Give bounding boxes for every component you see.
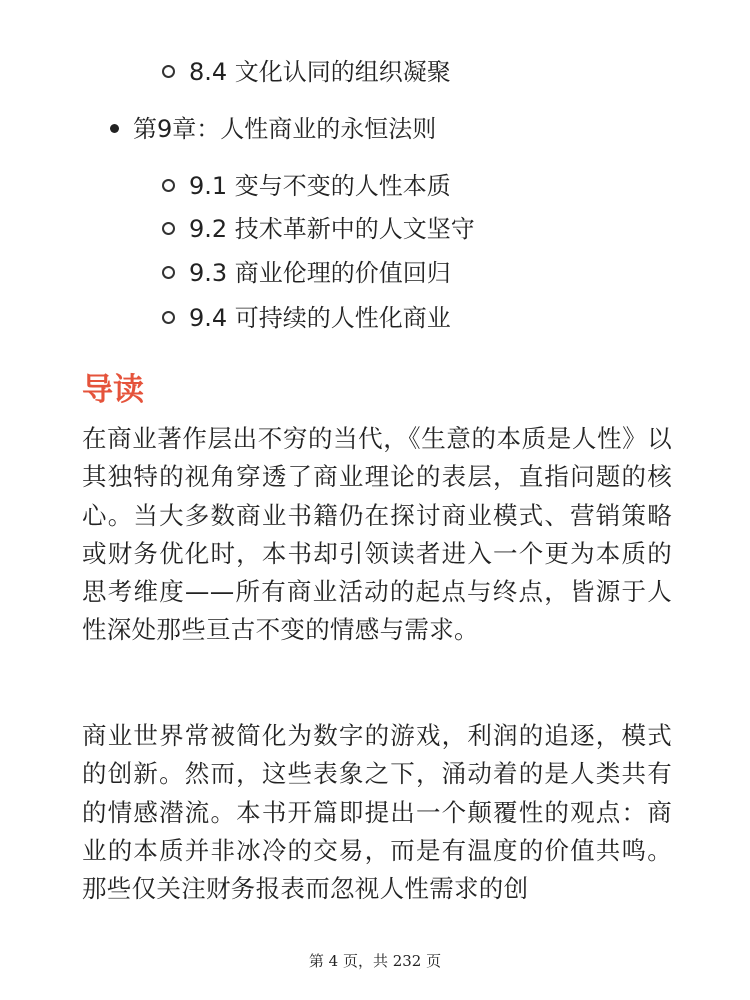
body-paragraph-1: 在商业著作层出不穷的当代，《生意的本质是人性》以其独特的视角穿透了商业理论的表层，直指问题的核心。当大多数商业书籍仍在探讨商业模式、营销策略或财务优化时，本书却引领读者进入一个更为本质的思考维度——所有商业活动的起点与终点，皆源于人性深处那些亘古不变的情感与需求。: [82, 424, 672, 645]
toc-item-label: 9.2 技术革新中的人文坚守: [189, 215, 475, 243]
page-number-footer: 第 4 页，共 232 页: [308, 952, 442, 970]
solid-bullet-icon: [110, 124, 119, 133]
hollow-bullet-icon: [162, 222, 175, 235]
hollow-bullet-icon: [162, 65, 175, 78]
toc-item-9-1[interactable]: [162, 164, 451, 208]
toc-item-label: 9.1 变与不变的人性本质: [189, 172, 451, 200]
section-heading: 导读: [82, 372, 144, 408]
body-paragraph-2: 商业世界常被简化为数字的游戏，利润的追逐，模式的创新。然而，这些表象之下，涌动着的是人类共有的情感潜流。本书开篇即提出一个颠覆性的观点：商业的本质并非冰冷的交易，而是有温度的价值共鸣。那些仅关注财务报表而忽视人性需求的创: [82, 721, 672, 904]
hollow-bullet-icon: [162, 311, 175, 324]
hollow-bullet-icon: [162, 266, 175, 279]
toc-item-chapter-9[interactable]: [110, 107, 436, 151]
toc-item-9-2[interactable]: [162, 207, 475, 251]
toc-item-label: 9.4 可持续的人性化商业: [189, 304, 451, 332]
hollow-bullet-icon: [162, 179, 175, 192]
toc-item-8-4[interactable]: [162, 50, 451, 94]
toc-item-label: 9.3 商业伦理的价值回归: [189, 259, 451, 287]
toc-item-9-4[interactable]: [162, 296, 451, 340]
toc-item-9-3[interactable]: [162, 251, 451, 295]
toc-item-label: 第9章：人性商业的永恒法则: [133, 115, 437, 143]
toc-item-label: 8.4 文化认同的组织凝聚: [189, 58, 451, 86]
